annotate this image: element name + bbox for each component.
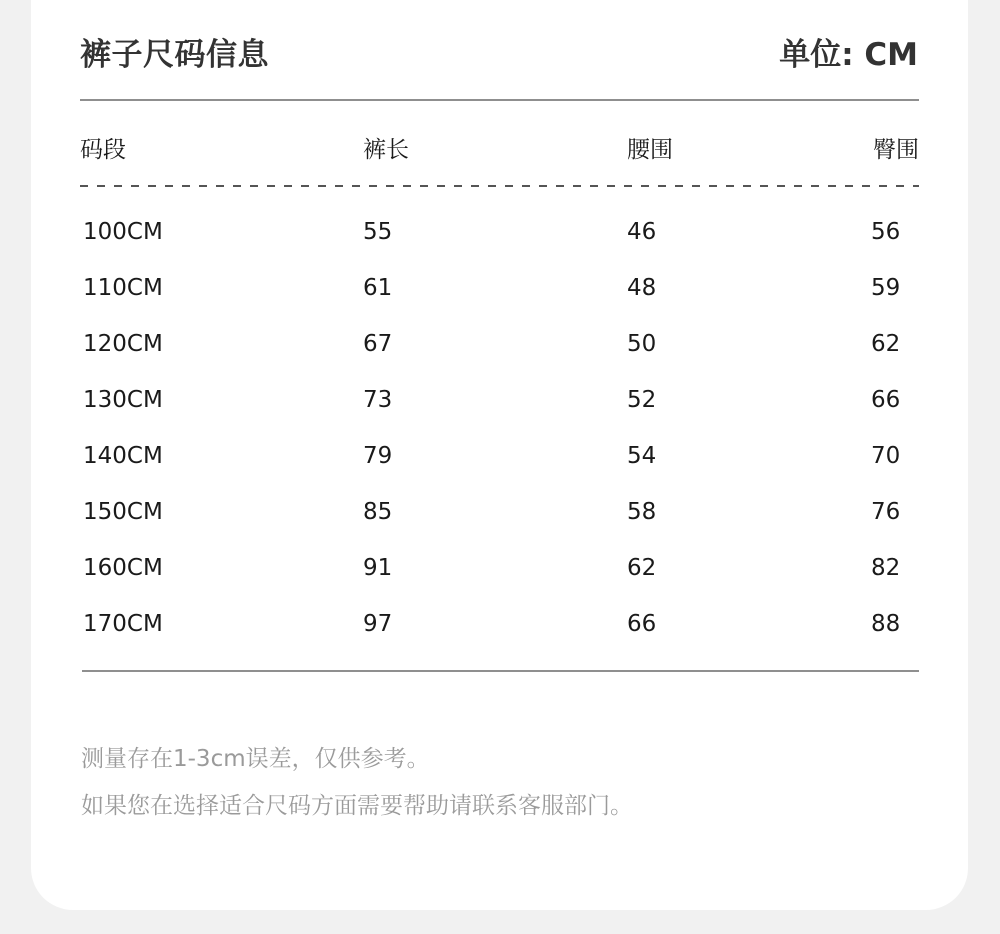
cell-size: 120CM (83, 331, 163, 357)
column-header-length: 裤长 (363, 137, 409, 163)
cell-waist: 48 (627, 275, 657, 301)
cell-waist: 46 (627, 219, 657, 245)
help-note: 如果您在选择适合尺码方面需要帮助请联系客服部门。 (81, 793, 633, 819)
cell-length: 85 (363, 499, 393, 525)
cell-waist: 54 (627, 443, 657, 469)
cell-hip: 56 (871, 219, 901, 245)
cell-length: 97 (363, 611, 393, 637)
cell-length: 73 (363, 387, 393, 413)
cell-hip: 76 (871, 499, 901, 525)
cell-size: 160CM (83, 555, 163, 581)
table-row (0, 497, 1000, 527)
cell-hip: 66 (871, 387, 901, 413)
column-header-waist: 腰围 (627, 137, 673, 163)
table-row (0, 385, 1000, 415)
cell-size: 100CM (83, 219, 163, 245)
cell-length: 91 (363, 555, 393, 581)
cell-waist: 62 (627, 555, 657, 581)
cell-hip: 88 (871, 611, 901, 637)
table-row (0, 329, 1000, 359)
disclaimer-note: 测量存在1-3cm误差，仅供参考。 (81, 746, 430, 772)
cell-hip: 62 (871, 331, 901, 357)
cell-size: 150CM (83, 499, 163, 525)
cell-length: 55 (363, 219, 393, 245)
cell-size: 140CM (83, 443, 163, 469)
cell-length: 79 (363, 443, 393, 469)
column-header-size: 码段 (80, 137, 126, 163)
table-row (0, 609, 1000, 639)
column-header-hip: 臀围 (873, 137, 919, 163)
cell-size: 130CM (83, 387, 163, 413)
cell-length: 67 (363, 331, 393, 357)
table-row (0, 441, 1000, 471)
cell-length: 61 (363, 275, 393, 301)
table-row (0, 553, 1000, 583)
top-divider (80, 99, 919, 101)
table-row (0, 273, 1000, 303)
unit-label: 单位: CM (779, 37, 918, 73)
page-title: 裤子尺码信息 (80, 37, 269, 73)
bottom-divider (82, 670, 919, 672)
cell-waist: 52 (627, 387, 657, 413)
cell-waist: 50 (627, 331, 657, 357)
cell-hip: 70 (871, 443, 901, 469)
table-row (0, 217, 1000, 247)
header-dashed-divider (80, 185, 919, 187)
cell-hip: 59 (871, 275, 901, 301)
cell-size: 110CM (83, 275, 163, 301)
cell-waist: 58 (627, 499, 657, 525)
cell-waist: 66 (627, 611, 657, 637)
cell-size: 170CM (83, 611, 163, 637)
cell-hip: 82 (871, 555, 901, 581)
